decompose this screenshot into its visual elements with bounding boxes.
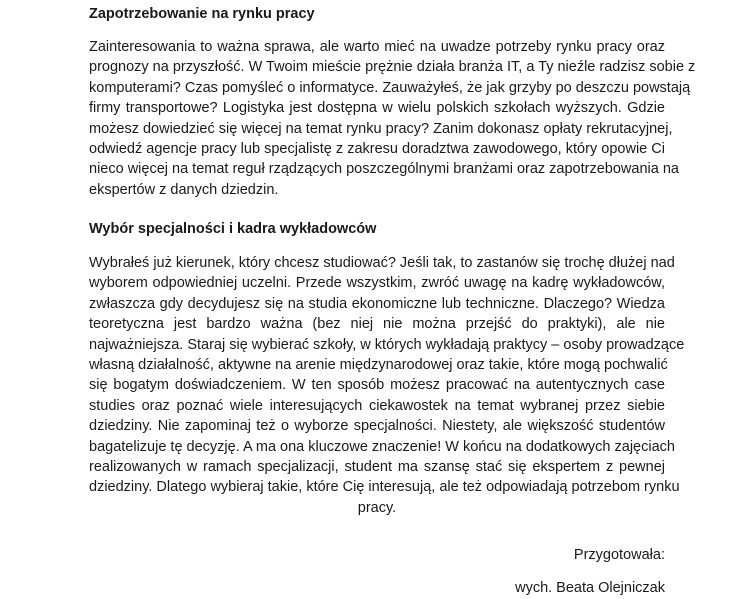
- author-name: wych. Beata Olejniczak: [515, 580, 665, 596]
- paragraph-specialization: [89, 253, 685, 518]
- text-line: komputerami? Czas pomyśleć o informatyce. Zauważyłeś, że jak grzyby po deszczu powstają: [89, 79, 691, 96]
- text-line: możesz dowiedzieć się więcej na temat rynku pracy? Zanim dokonasz opłaty rekrutacyjnej,: [89, 120, 673, 137]
- text-line: bagatelizuje tę decyzję. A ma ona kluczowe znaczenie! W końcu na dodatkowych zajęciach: [89, 438, 675, 455]
- text-line: studies oraz poznać wiele interesujących ciekawostek na temat wybranej przez siebie: [89, 397, 665, 414]
- text-line: wyborem odpowiedniej uczelni. Przede wszystkim, zwróć uwagę na kadrę wykładowców,: [89, 275, 665, 292]
- text-line: pracy.: [357, 499, 397, 516]
- text-line: firmy transportowe? Logistyka jest dostępna w wielu polskich szkołach wyższych. Gdzie: [89, 100, 665, 117]
- text-line: własną działalność, aktywne na arenie międzynarodowej oraz takie, które mogą pochwalić: [89, 357, 668, 374]
- text-line: teoretyczna jest bardzo ważna (bez niej nie można przejść do praktyki), ale nie: [89, 316, 665, 333]
- paragraph-labor-market: [89, 37, 696, 200]
- section-heading-labor-market: Zapotrzebowanie na rynku pracy: [89, 6, 315, 22]
- text-line: dziedziny. Nie zapominaj też o wyborze specjalności. Niestety, ale większość studentów: [89, 418, 665, 435]
- text-line: odwiedź agencje pracy lub specjalistę z zakresu doradztwa zawodowego, który opowie Ci: [89, 141, 665, 158]
- text-line: nieco więcej na temat reguł rządzących poszczególnymi branżami oraz zapotrzebowania na: [89, 161, 679, 178]
- text-line: zwłaszcza gdy decydujesz się na studia ekonomiczne lub techniczne. Dlaczego? Wiedza: [89, 295, 665, 312]
- prepared-by-label: Przygotowała:: [573, 547, 665, 563]
- section-heading-specialization: Wybór specjalności i kadra wykładowców: [89, 221, 377, 237]
- text-line: prognozy na przyszłość. W Twoim mieście prężnie działa branża IT, a Ty nieźle radzisz sobie z: [89, 59, 696, 76]
- text-line: Wybrałeś już kierunek, który chcesz studiować? Jeśli tak, to zastanów się trochę dłużej nad: [89, 255, 675, 271]
- text-line: najważniejsza. Staraj się wybierać szkoły, w których wykładają praktycy – osoby prowadzące: [89, 336, 685, 353]
- text-line: realizowanych w ramach specjalizacji, student ma szansę stać się ekspertem z pewnej: [89, 459, 665, 476]
- text-line: się bogatym doświadczeniem. W ten sposób możesz pracować na autentycznych case: [89, 377, 665, 394]
- text-line: dziedziny. Dlatego wybieraj takie, które Cię interesują, ale też odpowiadają potrzebom rynku: [89, 479, 680, 496]
- text-line: Zainteresowania to ważna sprawa, ale warto mieć na uwadze potrzeby rynku pracy oraz: [89, 39, 665, 55]
- text-line: ekspertów z danych dziedzin.: [89, 181, 279, 198]
